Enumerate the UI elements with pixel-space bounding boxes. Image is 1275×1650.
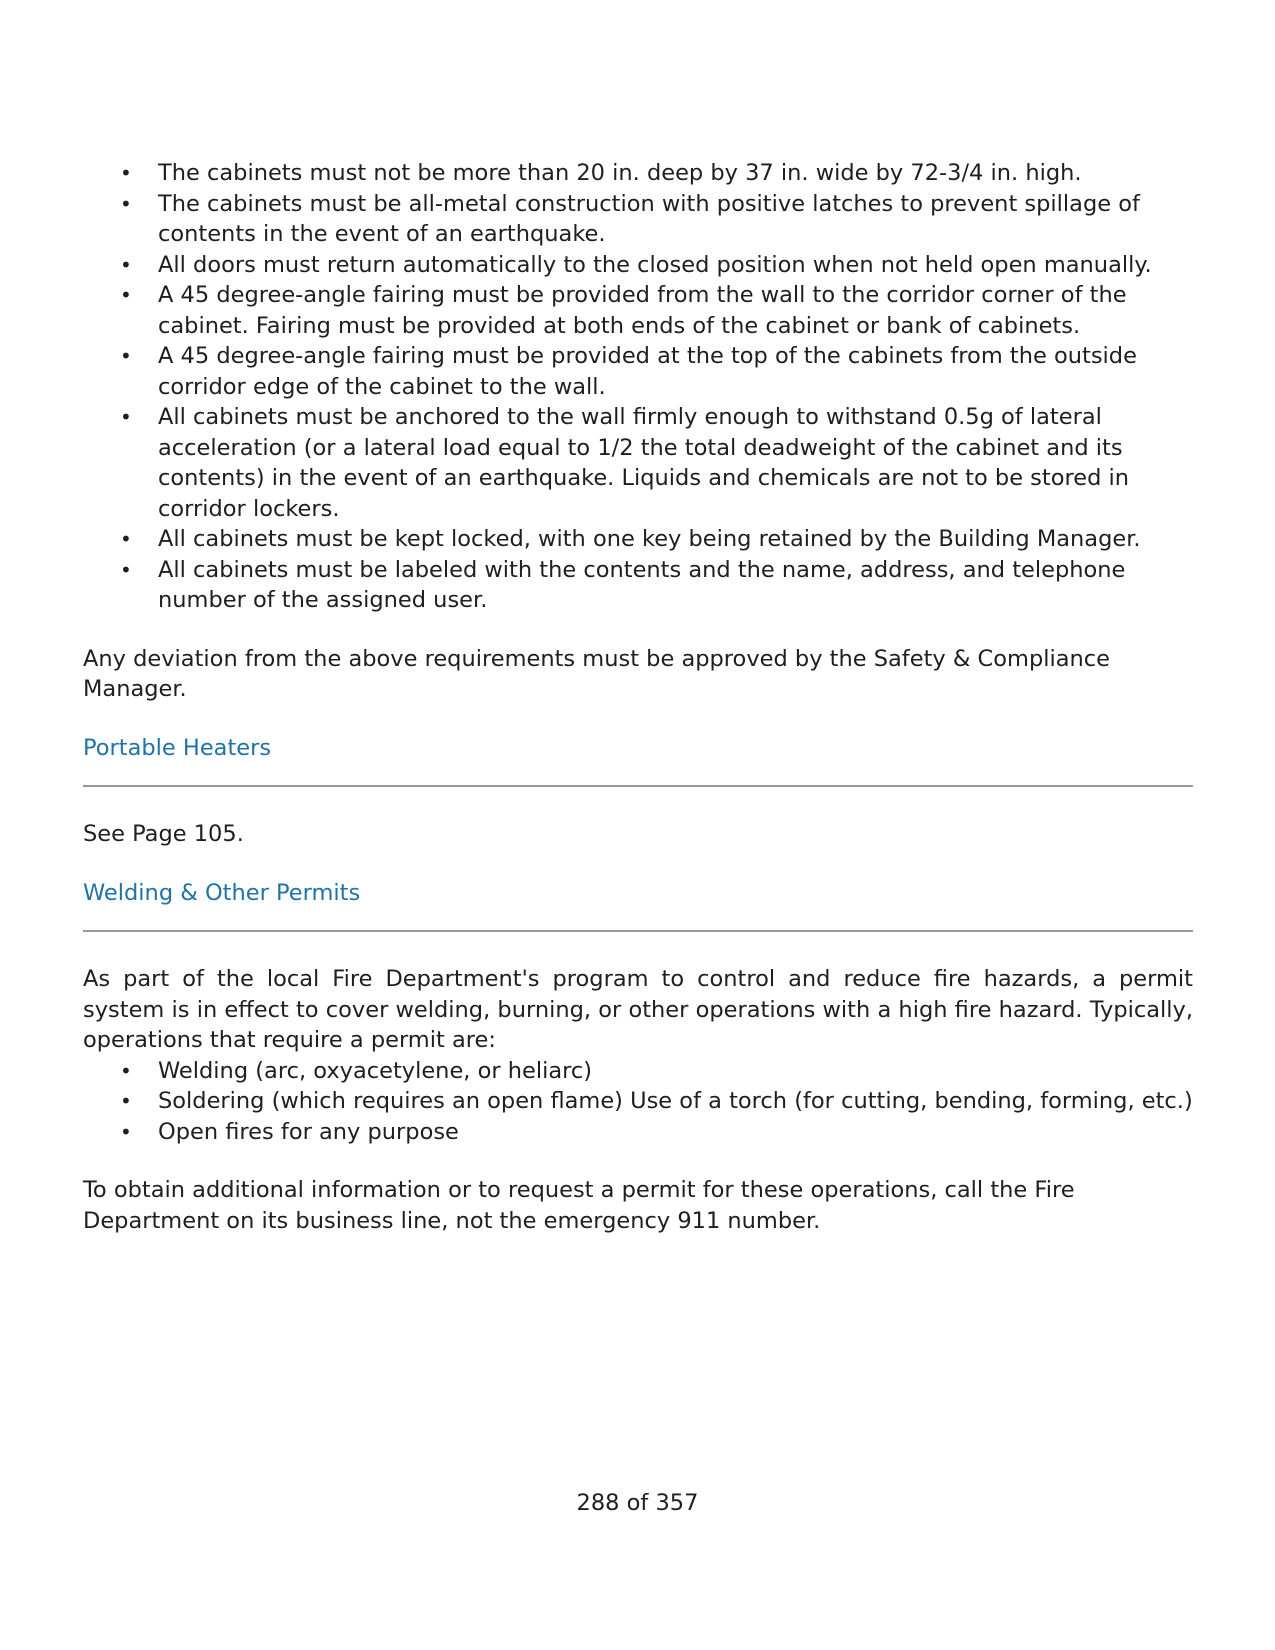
section-heading-portable-heaters: Portable Heaters <box>83 734 272 761</box>
cabinet-requirements-list <box>83 158 1193 616</box>
list-item: • A 45 degree-angle fairing must be provided at the top of the cabinets from the outside corridor edge of the cabinet to the wall. <box>158 341 1193 402</box>
list-item: • The cabinets must not be more than 20 in. deep by 37 in. wide by 72-3/4 in. high. <box>158 158 1193 189</box>
section-divider <box>83 930 1193 932</box>
welding-intro: As part of the local Fire Department's program to control and reduce fire hazards, a permit system is in effect to cover welding, burning, or other operations with a high fire hazard. Typically, operations that require a permit are: <box>83 966 1193 1053</box>
list-item: • A 45 degree-angle fairing must be provided from the wall to the corridor corner of the cabinet. Fairing must be provided at both ends of the cabinet or bank of cabinets. <box>158 280 1193 341</box>
welding-closing: To obtain additional information or to request a permit for these operations, call the Fire Department on its business line, not the emergency 911 number. <box>83 1177 1075 1234</box>
list-item: • All cabinets must be anchored to the wall firmly enough to withstand 0.5g of lateral acceleration (or a lateral load equal to 1/2 the total deadweight of the cabinet and its contents) in the event of an earthquake. Liquids and chemicals are not to be stored in corridor lockers. <box>158 402 1193 524</box>
portable-heaters-body: See Page 105. <box>83 821 244 847</box>
document-page <box>83 158 1193 1236</box>
list-item: • Soldering (which requires an open flame) Use of a torch (for cutting, bending, forming, etc.) <box>158 1086 1193 1117</box>
list-item: • The cabinets must be all-metal construction with positive latches to prevent spillage of contents in the event of an earthquake. <box>158 189 1193 250</box>
list-item: • Welding (arc, oxyacetylene, or heliarc) <box>158 1056 1193 1087</box>
deviation-note: Any deviation from the above requirements must be approved by the Safety & Compliance Manager. <box>83 645 1111 702</box>
list-item: • Open fires for any purpose <box>158 1117 1193 1148</box>
list-item: • All cabinets must be labeled with the contents and the name, address, and telephone number of the assigned user. <box>158 555 1193 616</box>
permit-operations-list <box>83 1056 1193 1148</box>
section-divider <box>83 785 1193 787</box>
section-heading-welding-permits: Welding & Other Permits <box>83 879 361 906</box>
page-number: 288 of 357 <box>576 1490 699 1516</box>
list-item: • All cabinets must be kept locked, with one key being retained by the Building Manager. <box>158 524 1193 555</box>
list-item: • All doors must return automatically to the closed position when not held open manually. <box>158 250 1193 281</box>
